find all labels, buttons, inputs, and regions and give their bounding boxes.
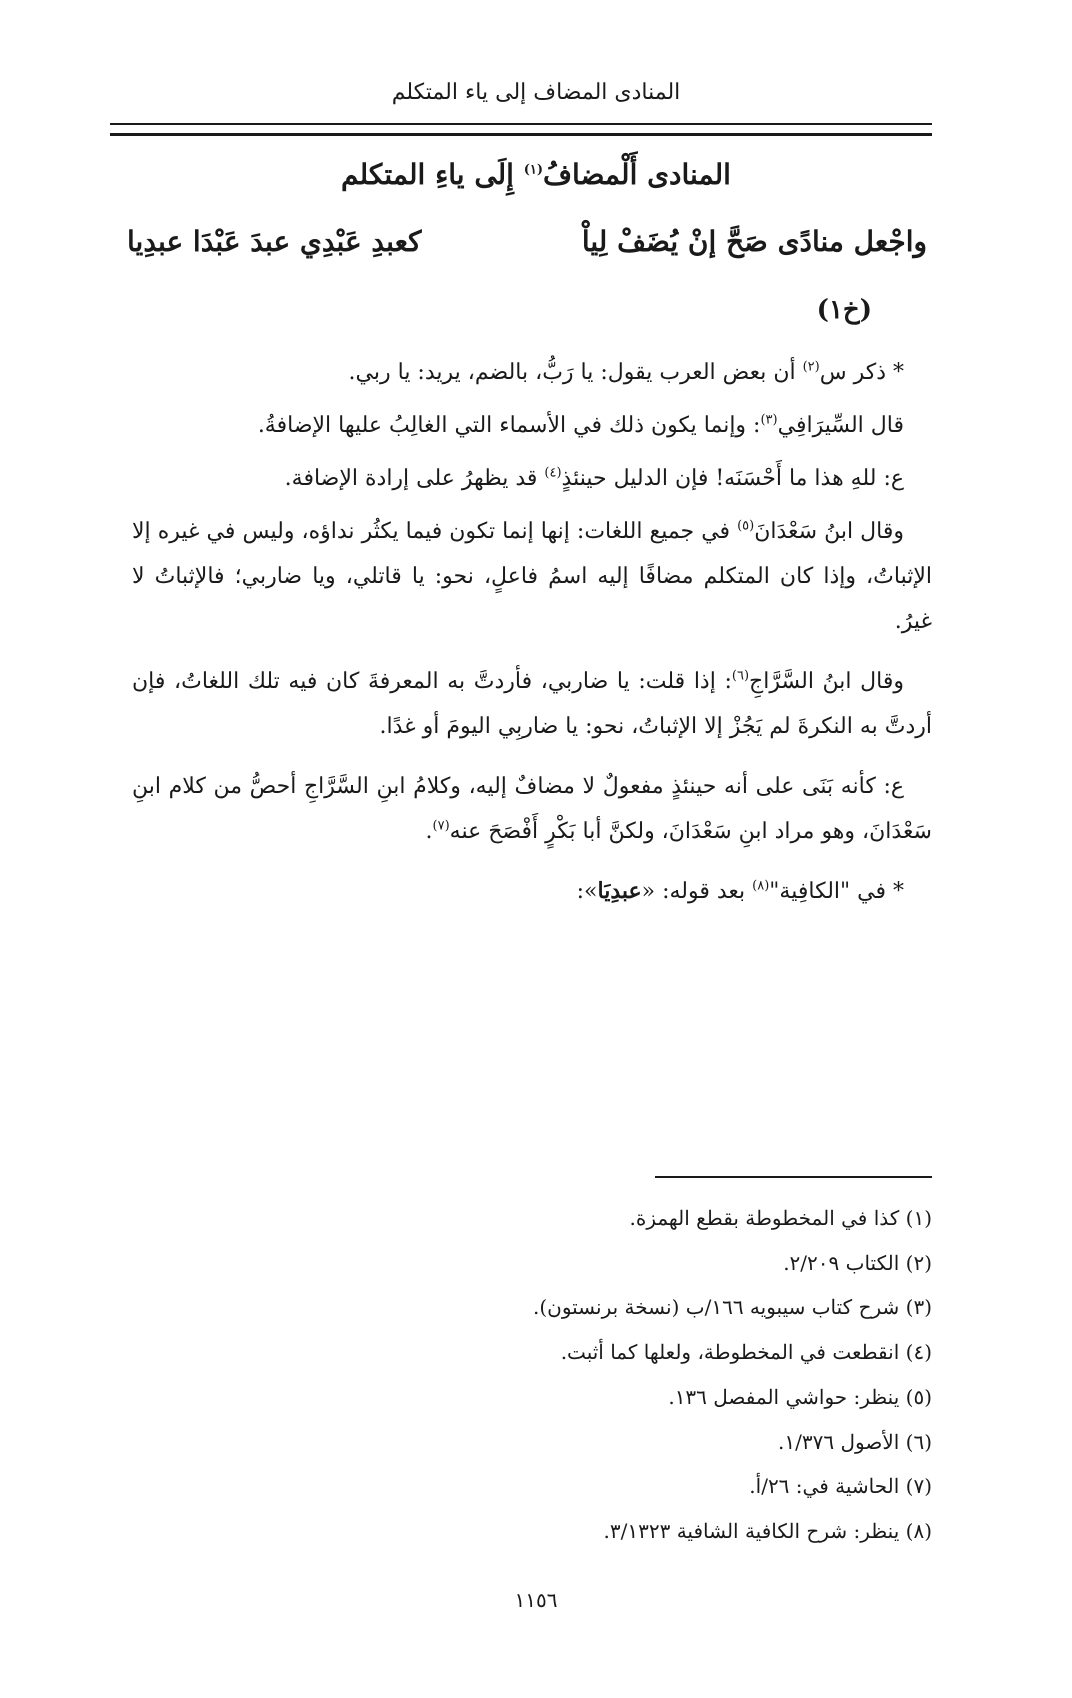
paragraph-text: قال السِّيرَافِي <box>777 413 904 438</box>
running-head: المنادى المضاف إلى ياء المتكلم <box>391 80 681 105</box>
paragraph-text: : وإنما يكون ذلك في الأسماء التي الغالِبُ عليها الإضافةُ. <box>257 413 761 438</box>
quoted-keyword: عبدِيَا <box>597 878 642 904</box>
paragraph-text: : إذا قلت: يا ضاربي، فأردتَّ به المعرفةَ كان فيه تلك اللغاتُ، فإن أردتَّ به النكرةَ لم يَجُزْ إلا الإثباتُ، نحو: يا ضاربِي اليومَ أو غدًا. <box>132 669 932 739</box>
verse-line <box>127 222 927 262</box>
footnote-item: (١) كذا في المخطوطة بقطع الهمزة. <box>629 1206 932 1230</box>
paragraph-text: في جميع اللغات: إنها إنما تكون فيما يكثُر نداؤه، وليس في غيره إلا الإثباتُ، وإذا كان المتكلم مضافًا إليه اسمُ فاعلٍ، نحو: يا قاتلي، ويا ضاربي؛ فالإثباتُ لا غيرُ. <box>132 519 932 634</box>
header-rule-thick <box>110 133 932 136</box>
footnote-item: (٥) ينظر: حواشي المفصل ١٣٦. <box>668 1384 932 1409</box>
paragraph-text: أن بعض العرب يقول: يا رَبُّ، بالضم، يريد: يا ربي. <box>348 360 803 385</box>
footnote-item: (٧) الحاشية في: ٢٦/أ. <box>749 1474 932 1499</box>
paragraph-text: وقال ابنُ سَعْدَانَ <box>754 519 904 544</box>
section-title <box>0 155 1072 195</box>
footnote-item: (٤) انقطعت في المخطوطة، ولعلها كما أثبت. <box>560 1340 932 1365</box>
paragraph <box>132 659 932 749</box>
verse-second-hemistich: كعبدِ عَبْدِي عبدَ عَبْدَا عبدِيا <box>127 225 422 258</box>
verse-reference: (خ١) <box>816 295 872 325</box>
footnote-ref-2[interactable]: (٢) <box>802 359 820 375</box>
paragraph-text: ع: للهِ هذا ما أَحْسَنَه! فإن الدليل حينئذٍ <box>561 466 904 491</box>
footnote-item: (٨) ينظر: شرح الكافية الشافية ٣/١٣٢٣. <box>603 1518 932 1543</box>
paragraph-text: »: <box>576 879 598 904</box>
footnote-ref-5[interactable]: (٥) <box>737 518 755 534</box>
header-rule-thin <box>110 123 932 125</box>
paragraph-text: . <box>425 819 433 844</box>
paragraph <box>132 403 932 448</box>
footnote-ref-4[interactable]: (٤) <box>544 465 562 481</box>
paragraph <box>132 764 932 854</box>
paragraph-text: * ذكر س <box>819 360 904 385</box>
paragraph-text: بعد قوله: « <box>641 879 753 904</box>
footnote-item: (٦) الأصول ١/٣٧٦. <box>778 1429 932 1454</box>
footnote-item: (٣) شرح كتاب سيبويه ١٦٦/ب (نسخة برنستون). <box>532 1295 932 1320</box>
paragraph-text: * في "الكافِية" <box>769 879 904 904</box>
footnote-ref-1[interactable]: (١) <box>523 162 544 178</box>
paragraph <box>132 509 932 644</box>
footnotes <box>132 1196 932 1554</box>
footnote-ref-3[interactable]: (٣) <box>760 412 778 428</box>
paragraph-text: ع: كأنه بَنَى على أنه حينئذٍ مفعولٌ لا مضافٌ إليه، وكلامُ ابنِ السَّرَّاجِ أحصُّ من كلام ابنِ سَعْدَانَ، وهو مراد ابنِ سَعْدَانَ، ولكنَّ أبا بَكْرٍ أَفْصَحَ عنه <box>132 774 932 844</box>
paragraph <box>132 456 932 501</box>
footnote-ref-6[interactable]: (٦) <box>731 668 750 684</box>
footnote-ref-8[interactable]: (٨) <box>752 878 770 894</box>
footnote-separator <box>655 1176 932 1178</box>
paragraph <box>132 350 932 395</box>
footnote-ref-7[interactable]: (٧) <box>432 818 450 834</box>
footnote-item: (٢) الكتاب ٢/٢٠٩. <box>783 1250 932 1275</box>
section-title-after: إِلَى ياءِ المتكلم <box>341 158 524 191</box>
paragraph-text: قد يظهرُ على إرادة الإضافة. <box>284 466 545 491</box>
paragraph-text: وقال ابنُ السَّرَّاجِ <box>749 669 904 694</box>
page-number: ١١٥٦ <box>514 1588 558 1612</box>
verse-first-hemistich: واجْعل منادًى صَحَّ إنْ يُضَفْ لِياْ <box>581 225 927 258</box>
body-text <box>132 350 932 929</box>
section-title-before: المنادى أَلْمضافُ <box>543 158 731 191</box>
paragraph <box>132 869 932 914</box>
